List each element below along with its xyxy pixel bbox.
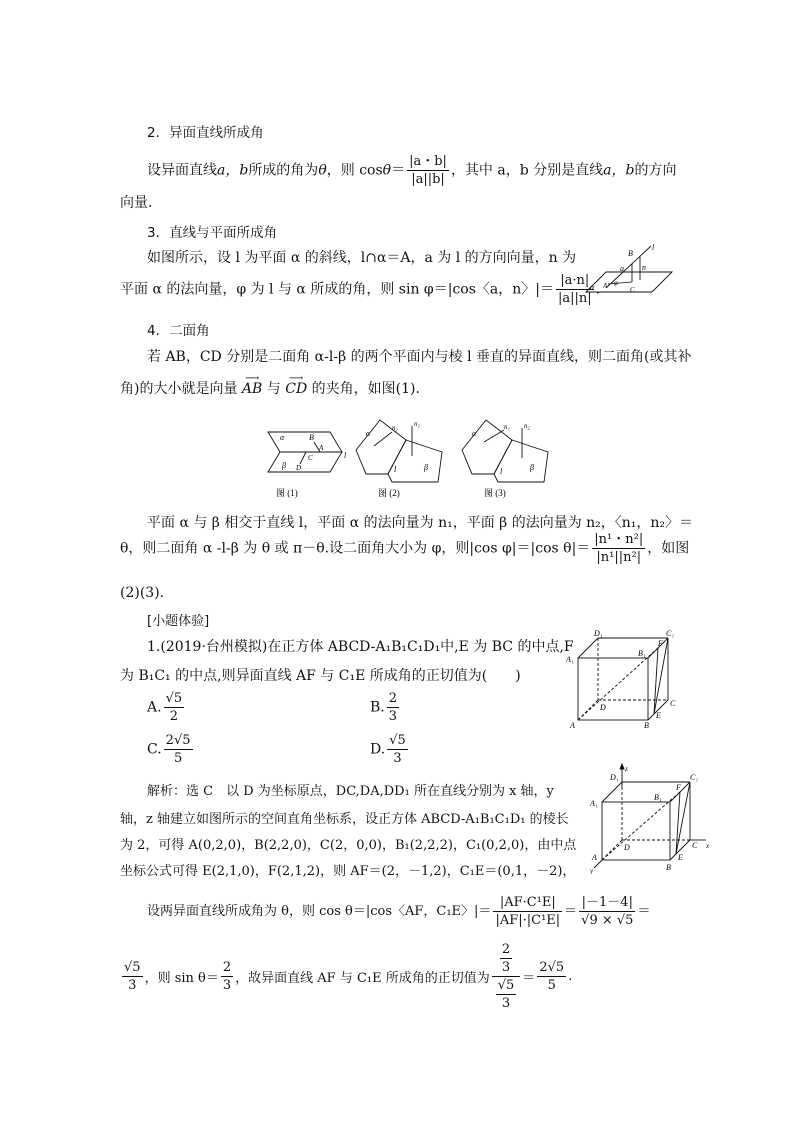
svg-text:图 (1): 图 (1)	[276, 488, 298, 498]
cube-figure-1	[566, 628, 678, 730]
vector-arrow-icon: ⟶	[244, 373, 260, 384]
solution-line-6: $\frac{√5}{3}$ ，则 sin θ＝ $\frac{2}{3}$ ，故异面直线 AF 与 C₁E 所成角的正切值为 $\frac{\frac{2}{3}}{\frac{√5}{3}}$ ＝ $\frac{2√5}{5}$ .	[124, 941, 573, 1011]
svg-text:y: y	[590, 867, 594, 874]
svg-text:α: α	[590, 283, 595, 292]
svg-text:x: x	[706, 842, 710, 850]
line-plane-figure	[584, 240, 676, 300]
option-c[interactable]: C. $\frac{2√5}{5}$	[147, 733, 191, 766]
svg-text:A: A	[603, 282, 608, 290]
svg-text:C: C	[670, 699, 676, 708]
svg-text:n₁: n₁	[392, 424, 398, 432]
svg-text:C: C	[630, 286, 635, 294]
svg-text:D: D	[296, 464, 302, 472]
svg-text:A₁: A₁	[566, 655, 574, 664]
svg-text:B: B	[666, 863, 671, 872]
sin-fraction: $\frac{|a\cdot n|}{|a||n|}$	[557, 273, 592, 306]
svg-text:A₁: A₁	[590, 799, 598, 808]
section-4-para-2: θ，则二面角 α -l-β 为 θ 或 π－θ.设二面角大小为 φ，则|cos φ|＝|cos θ|＝ $\frac{\text{|n¹・n²|}}{\text{|n¹||n²|}}$ ，如图	[120, 532, 690, 565]
svg-text:A: A	[592, 853, 597, 862]
svg-text:A: A	[570, 721, 575, 730]
solution-line-2: 轴，z 轴建立如图所示的空间直角坐标系，设正方体 ABCD-A₁B₁C₁D₁ 的棱长	[120, 812, 569, 827]
section-4-line-2: 角)的大小就是向量 ⟶ AB 与 ⟶ CD 的夹角，如图(1)．	[120, 373, 430, 397]
dihedral-figure-1	[262, 420, 350, 500]
cos-fraction: $\frac{|a・b|}{|a||b|}$	[409, 154, 447, 187]
svg-text:β: β	[282, 461, 286, 470]
question-1-line-2: 为 B₁C₁ 的中点,则异面直线 AF 与 C₁E 所成角的正切值为( )	[120, 668, 521, 684]
solution-line-3: 为 2，可得 A(0,2,0)，B(2,2,0)，C(2，0,0)，B₁(2,2,2)，C₁(0,2,0)，由中点	[120, 838, 577, 853]
solution-line-4: 坐标公式可得 E(2,1,0)，F(2,1,2)，则 AF＝(2，－1,2)，C₁E＝(0,1，－2)，	[120, 864, 576, 879]
svg-text:E: E	[656, 711, 661, 720]
svg-text:α: α	[472, 429, 477, 438]
svg-text:z: z	[625, 765, 628, 773]
svg-text:l: l	[394, 465, 397, 474]
svg-text:A: A	[319, 444, 324, 452]
svg-text:n₂: n₂	[414, 420, 420, 428]
section-2-line-1: 设异面直线a，b所成的角为θ，则 cosθ＝ $\frac{|a・b|}{|a||b|}$ ，其中 a，b 分别是直线a，b的方向	[147, 154, 677, 187]
section-4-para-3: (2)(3)．	[120, 585, 174, 601]
svg-text:n: n	[642, 263, 646, 272]
section-4-para-1: 平面 α 与 β 相交于直线 l，平面 α 的法向量为 n₁，平面 β 的法向量为 n₂，〈n₁，n₂〉＝	[147, 515, 694, 531]
svg-text:D: D	[600, 703, 606, 712]
svg-text:l: l	[500, 467, 503, 476]
cube-figure-2	[588, 762, 714, 874]
svg-text:n₂: n₂	[524, 422, 530, 430]
svg-text:β: β	[424, 463, 428, 472]
svg-text:B: B	[309, 433, 314, 442]
section-3-heading: 3．直线与平面所成角	[147, 225, 278, 241]
svg-text:C: C	[308, 454, 313, 462]
svg-text:α: α	[366, 429, 371, 438]
svg-text:C: C	[692, 841, 698, 850]
svg-text:B₁: B₁	[638, 649, 646, 658]
option-a[interactable]: A. $\frac{√5}{2}$	[147, 691, 183, 724]
compound-fraction: $\frac{\frac{2}{3}}{\frac{√5}{3}}$	[492, 941, 521, 1012]
svg-text:a: a	[620, 264, 624, 273]
vector-arrow-icon: ⟶	[289, 373, 304, 384]
dihedral-figure-2	[352, 412, 448, 500]
svg-text:C₁: C₁	[666, 629, 675, 638]
svg-text:l: l	[344, 451, 347, 460]
section-3-line-1: 如图所示，设 l 为平面 α 的斜线，l∩α＝A，a 为 l 的方向向量，n 为	[147, 250, 577, 266]
svg-text:φ: φ	[614, 279, 618, 287]
section-3-line-2: 平面 α 的法向量，φ 为 l 与 α 所成的角，则 sin φ＝|cos〈a，n〉|＝ $\frac{|a\cdot n|}{|a||n|}$ .	[120, 273, 601, 306]
svg-text:l: l	[652, 243, 655, 252]
svg-text:E: E	[678, 853, 683, 862]
section-4-line-1: 若 AB，CD 分别是二面角 α-l-β 的两个平面内与棱 l 垂直的异面直线，则二面角(或其补	[147, 349, 692, 365]
question-1-line-1: 1.(2019·台州模拟)在正方体 ABCD-A₁B₁C₁D₁中,E 为 BC 的中点,F	[147, 639, 574, 655]
svg-text:n₁: n₁	[504, 423, 510, 431]
section-4-heading: 4．二面角	[147, 323, 210, 339]
solution-line-1: 解析：选 C 以 D 为坐标原点，DC,DA,DD₁ 所在直线分别为 x 轴，y	[147, 784, 554, 799]
svg-text:图 (3): 图 (3)	[484, 488, 506, 498]
svg-text:β: β	[530, 463, 534, 472]
option-d[interactable]: D. $\frac{√5}{3}$	[370, 733, 406, 766]
option-b[interactable]: B. $\frac{2}{3}$	[370, 691, 398, 724]
svg-text:D: D	[624, 843, 630, 852]
section-2-heading: 2．异面直线所成角	[147, 125, 264, 141]
svg-text:C₁: C₁	[690, 773, 699, 782]
section-2-line-2: 向量．	[120, 195, 162, 211]
svg-text:B: B	[628, 249, 633, 258]
dihedral-figure-3	[458, 412, 554, 500]
svg-text:D₁: D₁	[610, 773, 619, 782]
svg-text:D₁: D₁	[594, 629, 603, 638]
svg-text:F: F	[658, 639, 663, 648]
svg-text:F: F	[676, 783, 681, 792]
svg-text:B: B	[644, 721, 649, 730]
svg-text:α: α	[280, 433, 285, 442]
solution-line-5: 设两异面直线所成角为 θ，则 cos θ＝|cos〈AF，C₁E〉|＝ $\frac{\text{|AF·C¹E|}}{\text{|AF|·|C¹E|}}$ ＝ $\frac{|-1-4|}{√9 \times √5}$ ＝	[147, 895, 651, 928]
svg-text:图 (2): 图 (2)	[378, 488, 400, 498]
svg-text:B₁: B₁	[654, 793, 662, 802]
practice-tag: [小题体验]	[147, 614, 210, 629]
